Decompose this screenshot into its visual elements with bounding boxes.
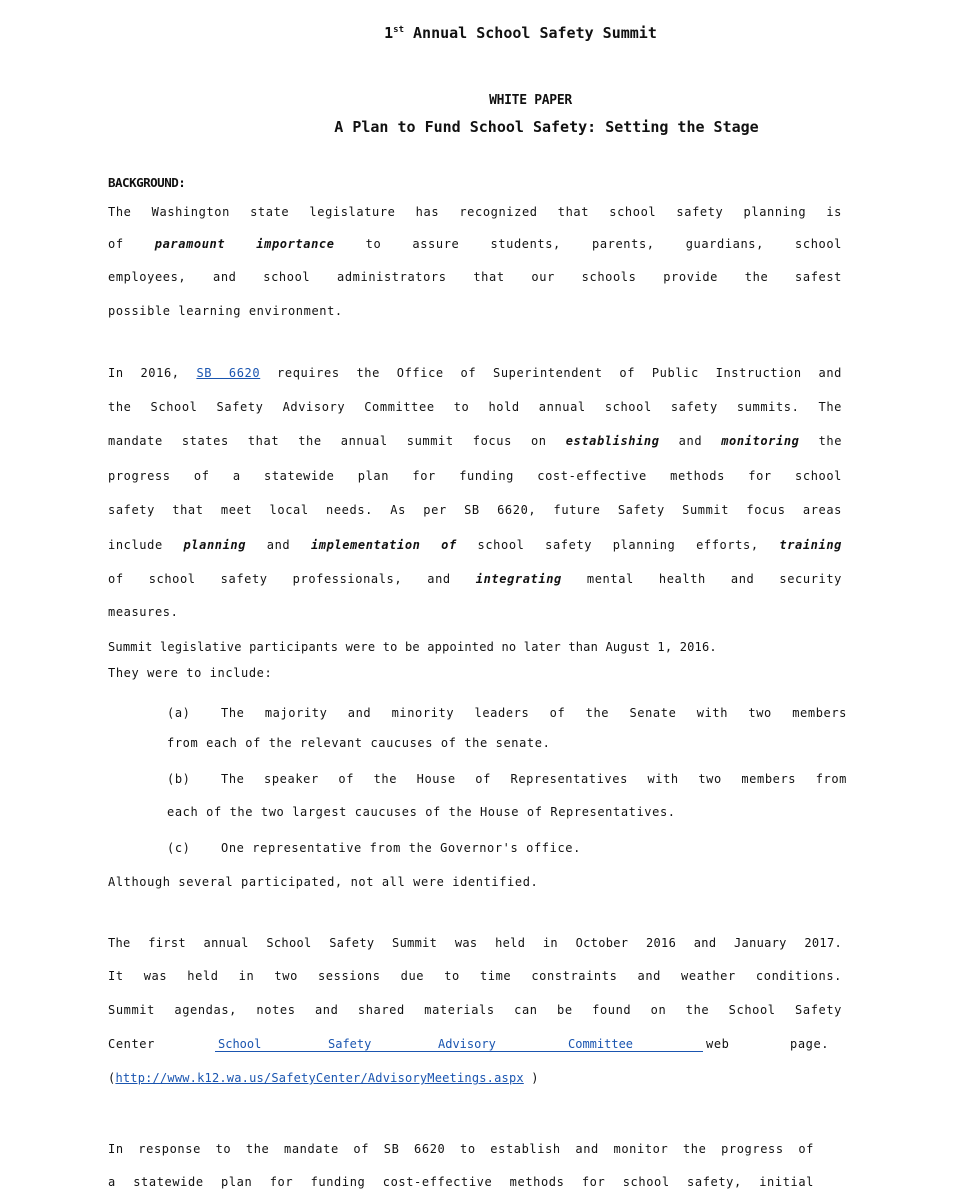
text-run: include xyxy=(108,538,163,552)
p4-line-1: The first annual School Safety Summit was held in October 2016 and January 2017. xyxy=(108,936,842,950)
p4-page-word: page. xyxy=(790,1037,830,1051)
list-item-b-line-2: each of the two largest caucuses of the House of Representatives. xyxy=(167,805,676,819)
p4-url-line xyxy=(108,1071,539,1085)
sb-6620-link[interactable]: SB 6620 xyxy=(196,366,261,380)
text-run: mental health and security xyxy=(586,572,842,586)
list-marker-c: (c) xyxy=(167,841,191,855)
link-word[interactable]: Safety xyxy=(328,1037,372,1051)
p2-line-2: the School Safety Advisory Committee to hold annual school safety summits. The xyxy=(108,400,842,414)
text-run: ) xyxy=(531,1071,539,1085)
text-run: The majority and minority leaders of the Senate with two members xyxy=(221,706,847,720)
p3-after-list: Although several participated, not all were identified. xyxy=(108,875,539,889)
p4-line-3: Summit agendas, notes and shared materials can be found on the School Safety xyxy=(108,1003,842,1017)
emphasis-training: training xyxy=(779,538,842,552)
text-run: of school safety professionals, and xyxy=(108,572,451,586)
p5-line-1: In response to the mandate of SB 6620 to establish and monitor the progress of xyxy=(108,1142,814,1156)
title-text: Annual School Safety Summit xyxy=(413,24,657,42)
emphasis-establishing: establishing xyxy=(565,434,660,448)
text-run: mandate states that the annual summit focus on xyxy=(108,434,547,448)
p2-line-8: measures. xyxy=(108,605,179,619)
background-label: BACKGROUND: xyxy=(108,175,186,190)
p3-line-1: Summit legislative participants were to be appointed no later than August 1, 2016. xyxy=(108,640,717,654)
link-word[interactable]: Advisory xyxy=(438,1037,496,1051)
p1-line-1: The Washington state legislature has recognized that school safety planning is xyxy=(108,205,842,219)
emphasis-monitoring: monitoring xyxy=(721,434,800,448)
link-word[interactable]: Committee xyxy=(568,1037,634,1051)
emphasis-paramount-importance: paramount importance xyxy=(154,237,335,251)
p4-web-word: web xyxy=(706,1037,730,1051)
p1-line-3: employees, and school administrators that our schools provide the safest xyxy=(108,270,842,284)
p2-line-1 xyxy=(108,366,842,380)
list-marker-a: (a) xyxy=(167,706,191,720)
title-ordinal: st xyxy=(393,25,404,35)
p2-line-7 xyxy=(108,572,842,586)
title-number: 1 xyxy=(384,24,394,42)
p1-line-4: possible learning environment. xyxy=(108,304,343,318)
p4-center-word: Center xyxy=(108,1037,155,1051)
p2-line-3 xyxy=(108,434,842,448)
list-item-a-line-1 xyxy=(167,706,847,720)
document-subtitle: A Plan to Fund School Safety: Setting the Stage xyxy=(334,118,759,136)
text-run: the xyxy=(818,434,843,448)
text-run: school safety planning efforts, xyxy=(477,538,759,552)
p1-line-2 xyxy=(108,237,842,251)
advisory-meetings-url-link[interactable]: http://www.k12.wa.us/SafetyCenter/AdvisoryMeetings.aspx xyxy=(115,1071,524,1085)
list-item-b-line-1 xyxy=(167,772,847,786)
text-run: to assure students, parents, guardians, school xyxy=(365,237,842,251)
p2-line-6 xyxy=(108,538,842,552)
link-underline xyxy=(215,1051,703,1052)
list-item-a-line-2: from each of the relevant caucuses of the senate. xyxy=(167,736,551,750)
p4-line-2: It was held in two sessions due to time constraints and weather conditions. xyxy=(108,969,842,983)
document-title xyxy=(40,24,961,42)
p2-line-4: progress of a statewide plan for funding cost-effective methods for school xyxy=(108,469,842,483)
text-run: ( xyxy=(108,1071,116,1085)
text-run: The speaker of the House of Representatives with two members from xyxy=(221,772,847,786)
p3-line-2: They were to include: xyxy=(108,666,273,680)
text-run: In 2016, xyxy=(108,366,180,380)
text-run: and xyxy=(678,434,703,448)
list-item-c xyxy=(167,841,581,855)
link-word[interactable]: School xyxy=(218,1037,262,1051)
emphasis-integrating: integrating xyxy=(475,572,562,586)
text-run: requires the Office of Superintendent of Public Instruction and xyxy=(277,366,842,380)
text-run: of xyxy=(108,237,124,251)
white-paper-label: WHITE PAPER xyxy=(489,93,572,108)
text-run: and xyxy=(266,538,291,552)
p2-line-5: safety that meet local needs. As per SB 6620, future Safety Summit focus areas xyxy=(108,503,842,517)
emphasis-implementation: implementation of xyxy=(310,538,457,552)
list-marker-b: (b) xyxy=(167,772,191,786)
emphasis-planning: planning xyxy=(183,538,247,552)
p5-line-2: a statewide plan for funding cost-effective methods for school safety, initial xyxy=(108,1175,814,1189)
text-run: One representative from the Governor's office. xyxy=(221,841,581,855)
